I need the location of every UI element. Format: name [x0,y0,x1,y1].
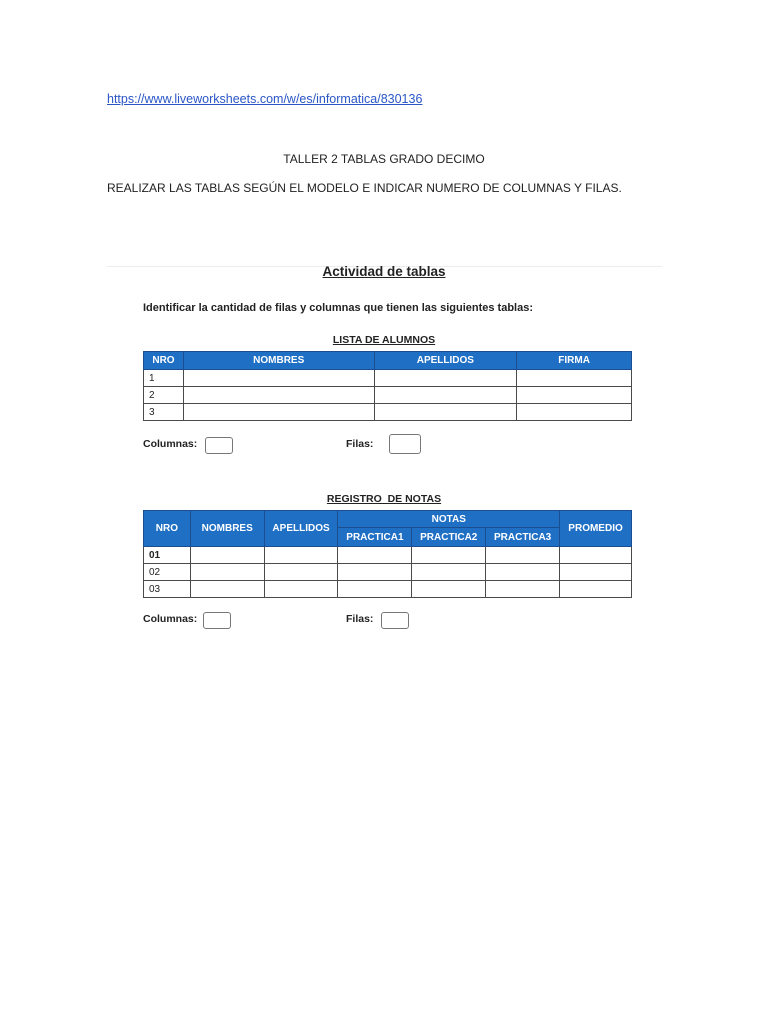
table-cell [338,547,412,564]
table-cell [190,547,264,564]
table1-caption: LISTA DE ALUMNOS [332,334,436,346]
worksheet-link[interactable]: https://www.liveworksheets.com/w/es/informatica/830136 [107,92,423,106]
table2-caption: REGISTRO DE NOTAS [326,493,442,505]
table-cell [264,581,338,598]
table-row [144,370,632,387]
table-cell [412,564,486,581]
table2-header-practica3: PRACTICA3 [486,528,560,547]
table1-header-apellidos: APELLIDOS [374,352,517,370]
table-row [144,404,632,421]
table2-columnas-label: Columnas: [143,613,198,625]
table-cell [412,547,486,564]
table1-filas-label: Filas: [346,438,374,450]
table-cell [190,564,264,581]
table2-header-notas: NOTAS [338,511,560,528]
table2-row-number: 02 [144,564,191,581]
table-registro-notas [143,510,632,598]
table-row [144,564,632,581]
table2-header-promedio: PROMEDIO [560,511,632,547]
table1-row-number: 1 [144,370,184,387]
table2-header-practica2: PRACTICA2 [412,528,486,547]
table2-header-nombres: NOMBRES [190,511,264,547]
table-cell [517,387,632,404]
table-cell [183,404,374,421]
table-cell [560,564,632,581]
table-lista-alumnos [143,351,632,421]
table2-filas-input[interactable] [381,612,409,629]
table-cell [560,581,632,598]
table1-columnas-input[interactable] [205,437,233,454]
table2-row-number: 03 [144,581,191,598]
table2-filas-label: Filas: [346,613,374,625]
table-cell [374,404,517,421]
table2-header-practica1: PRACTICA1 [338,528,412,547]
table2-row-number: 01 [144,547,191,564]
table-cell [486,581,560,598]
table1-header-nombres: NOMBRES [183,352,374,370]
table-cell [560,547,632,564]
table1-columnas-label: Columnas: [143,438,198,450]
table-cell [486,547,560,564]
table-cell [264,564,338,581]
table1-filas-input[interactable] [389,434,421,454]
document-title: TALLER 2 TABLAS GRADO DECIMO [283,152,485,166]
table-cell [374,370,517,387]
table-cell [190,581,264,598]
table-cell [183,387,374,404]
table-cell [517,370,632,387]
instruction-text: REALIZAR LAS TABLAS SEGÚN EL MODELO E INDICAR NUMERO DE COLUMNAS Y FILAS. [107,181,622,195]
table1-row-number: 2 [144,387,184,404]
table-row [144,547,632,564]
table-cell [412,581,486,598]
table-cell [264,547,338,564]
table1-row-number: 3 [144,404,184,421]
table-cell [486,564,560,581]
table2-header-apellidos: APELLIDOS [264,511,338,547]
worksheet-title: Actividad de tablas [322,264,446,279]
table-row [144,387,632,404]
table-cell [517,404,632,421]
worksheet-subtitle: Identificar la cantidad de filas y columnas que tienen las siguientes tablas: [143,302,534,314]
table1-header-nro: NRO [144,352,184,370]
table1-header-firma: FIRMA [517,352,632,370]
table-cell [374,387,517,404]
table2-columnas-input[interactable] [203,612,231,629]
table2-header-nro: NRO [144,511,191,547]
table-cell [183,370,374,387]
table-row [144,581,632,598]
table-cell [338,564,412,581]
table-cell [338,581,412,598]
